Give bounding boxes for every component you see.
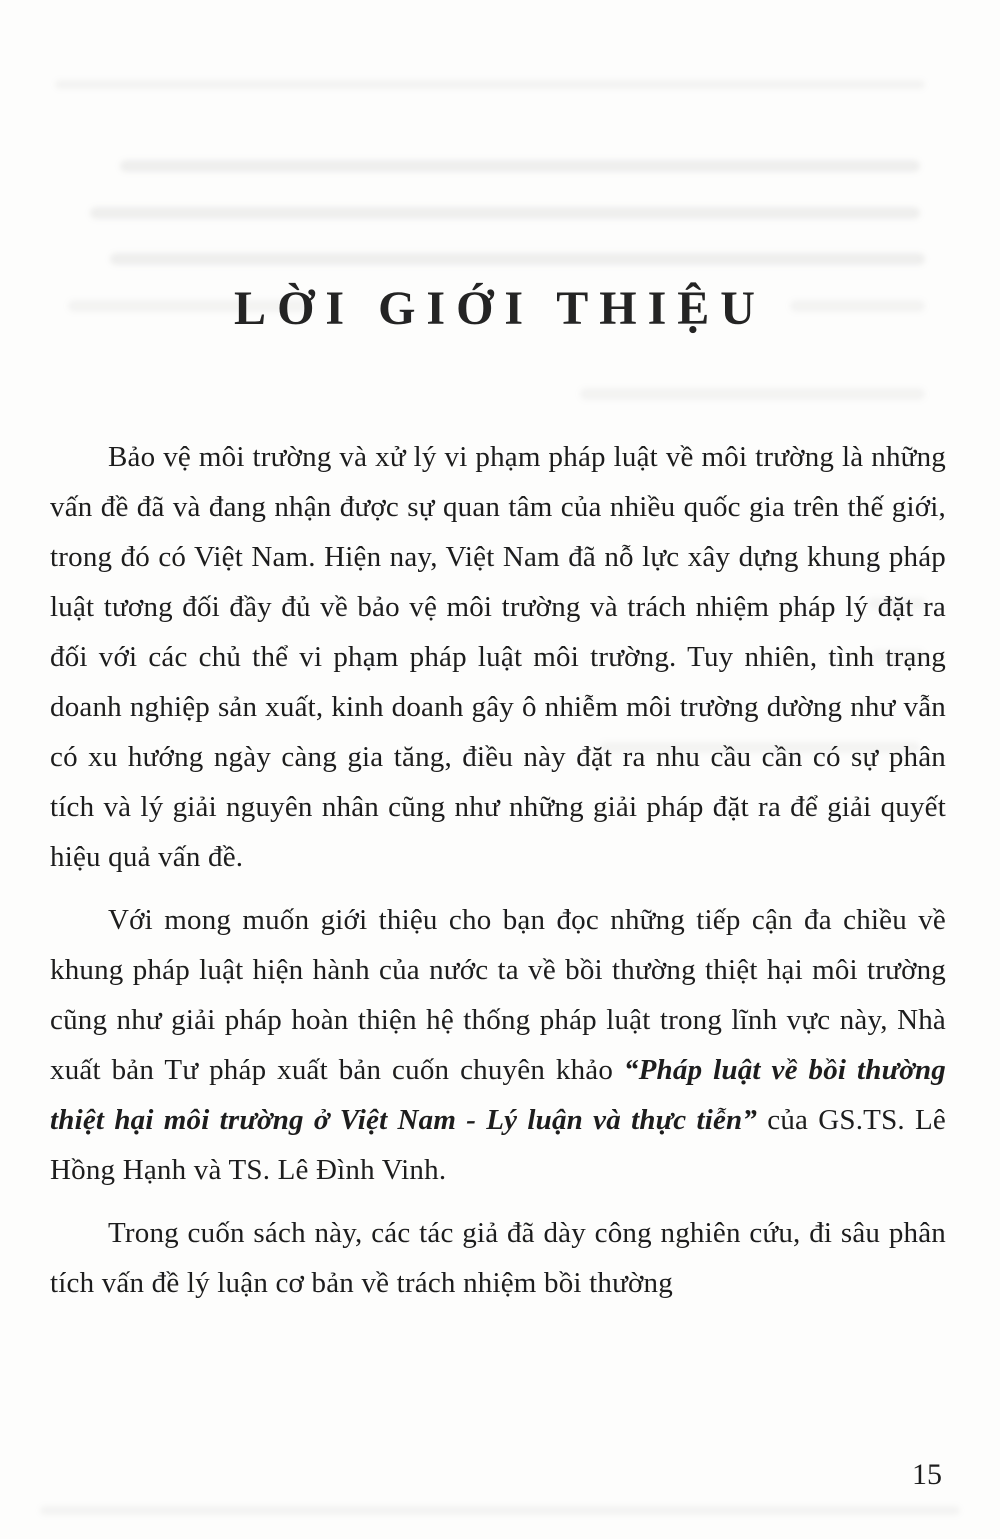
showthrough-artifact <box>580 388 925 400</box>
page-number: 15 <box>912 1458 942 1491</box>
page-body <box>50 432 946 1308</box>
showthrough-artifact <box>55 80 925 89</box>
showthrough-artifact <box>110 253 925 265</box>
paragraph-2-lead: Với mong muốn giới thiệu cho bạn đọc những tiếp cận đa chiều về khung pháp luật hiện hành của nước ta về bồi thường thiệt hại môi trường cũng như giải pháp hoàn thiện hệ thống pháp luật trong lĩnh vực này, Nhà xuất bản Tư pháp xuất bản cuốn chuyên khảo <box>50 904 946 1086</box>
paragraph-3: Trong cuốn sách này, các tác giả đã dày công nghiên cứu, đi sâu phân tích vấn đề lý luận cơ bản về trách nhiệm bồi thường <box>50 1217 946 1299</box>
page-title: LỜI GIỚI THIỆU <box>234 282 766 335</box>
paragraph-2 <box>50 895 946 1195</box>
book-title-emphasis: “Pháp luật về bồi thường thiệt hại môi trường ở Việt Nam - Lý luận và thực tiễn” <box>50 1054 947 1136</box>
showthrough-artifact <box>120 160 920 172</box>
showthrough-artifact <box>90 207 920 219</box>
showthrough-artifact <box>40 1506 960 1515</box>
paragraph-2-tail: của GS.TS. Lê Hồng Hạnh và TS. Lê Đình Vinh. <box>50 1104 946 1186</box>
paragraph-1: Bảo vệ môi trường và xử lý vi phạm pháp luật về môi trường là những vấn đề đã và đang nhận được sự quan tâm của nhiều quốc gia trên thế giới, trong đó có Việt Nam. Hiện nay, Việt Nam đã nỗ lực xây dựng khung pháp luật tương đối đầy đủ về bảo vệ môi trường và trách nhiệm pháp lý đặt ra đối với các chủ thể vi phạm pháp luật môi trường. Tuy nhiên, tình trạng doanh nghiệp sản xuất, kinh doanh gây ô nhiễm môi trường dường như vẫn có xu hướng ngày càng gia tăng, điều này đặt ra nhu cầu cần có sự phân tích và lý giải nguyên nhân cũng như những giải pháp đặt ra để giải quyết hiệu quả vấn đề. <box>50 441 946 873</box>
